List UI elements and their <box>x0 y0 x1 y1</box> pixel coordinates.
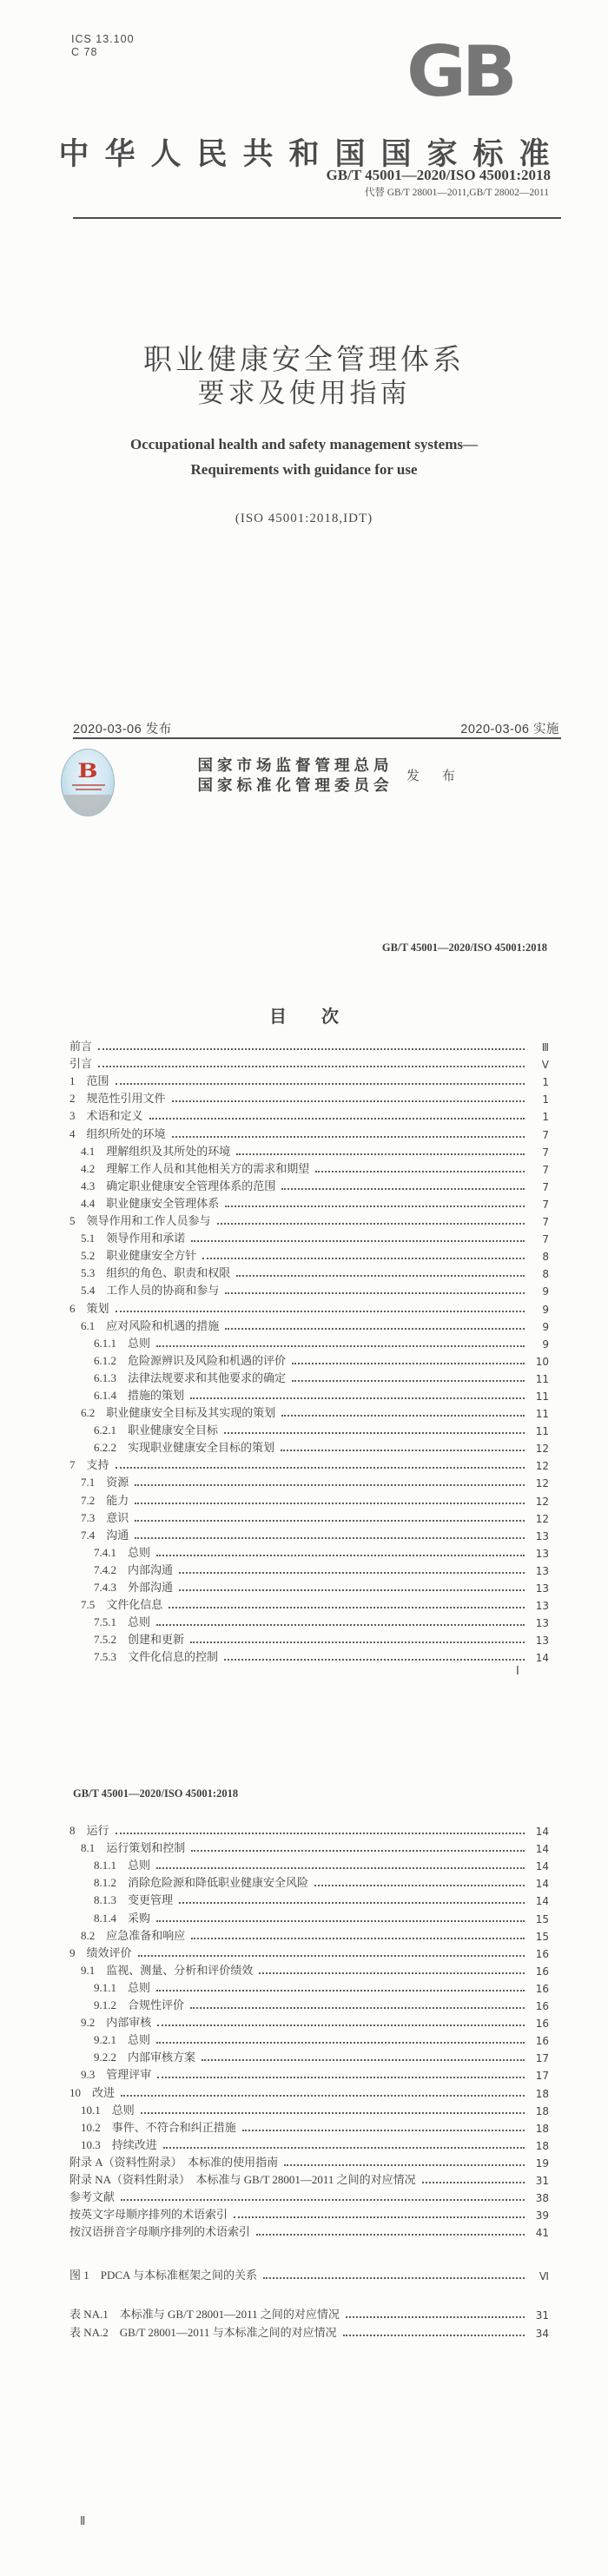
toc-entry-page: 12 <box>535 1512 549 1525</box>
dot-leader <box>315 1171 525 1172</box>
iso-idt-note: (ISO 45001:2018,IDT) <box>235 512 373 525</box>
toc-entry-page: 13 <box>535 1582 549 1595</box>
toc-entry-page: 18 <box>535 2087 549 2100</box>
toc-entry-label: 6.2 职业健康安全目标及其实现的策划 <box>81 1406 276 1420</box>
toc-entry <box>69 1437 549 1455</box>
toc-entry-page: 16 <box>535 2035 549 2048</box>
dot-leader <box>225 1205 525 1207</box>
toc-entry-page: 14 <box>535 1652 549 1665</box>
toc-entry-page: 16 <box>535 2018 549 2031</box>
toc-entry <box>69 1873 549 1890</box>
toc-entry-page: 18 <box>535 2104 549 2117</box>
toc-page1-header: GB/T 45001—2020/ISO 45001:2018 <box>381 941 547 954</box>
dot-leader <box>224 1432 525 1434</box>
toc-entry <box>69 2265 549 2282</box>
dot-leader <box>179 1572 525 1574</box>
toc-entry-page: 14 <box>535 1826 549 1839</box>
toc-entry-label: 7.4.1 总则 <box>94 1545 151 1559</box>
toc-entry-label: 图 1 PDCA 与本标准框架之间的关系 <box>69 2269 257 2282</box>
toc-entry <box>69 2204 549 2222</box>
toc-entry-page: Ⅴ <box>541 1059 549 1072</box>
toc-entry-label: 4 组织所处的环境 <box>69 1126 166 1140</box>
dot-leader <box>98 1066 525 1067</box>
toc-entry <box>69 2304 549 2322</box>
toc-entry-label: 4.1 理解组织及其所处的环境 <box>81 1144 231 1158</box>
toc-entry-page: 11 <box>535 1425 549 1438</box>
toc-entry <box>69 2100 549 2117</box>
dot-leader <box>259 1972 525 1974</box>
toc-entry-page: 9 <box>542 1303 549 1316</box>
toc-entry <box>69 1907 549 1925</box>
toc-entry <box>69 1351 549 1368</box>
toc-entry-page: 31 <box>535 2309 549 2322</box>
publisher-block <box>165 756 426 796</box>
dot-leader <box>121 2199 525 2201</box>
toc-entry-label: 7.3 意识 <box>81 1510 129 1524</box>
dot-leader <box>343 2335 525 2336</box>
toc-entry-label: 附录 A（资料性附录） 本标准的使用指南 <box>69 2155 279 2169</box>
dot-leader <box>190 1397 525 1399</box>
toc-entry-page: 31 <box>535 2174 549 2187</box>
toc-entry <box>69 1368 549 1385</box>
toc-entry-label: 8 运行 <box>69 1824 109 1838</box>
toc-entry-page: 9 <box>542 1320 549 1333</box>
toc-entry-page: 7 <box>542 1146 549 1159</box>
standard-number: GB/T 45001—2020/ISO 45001:2018 <box>326 167 551 183</box>
toc-entry-label: 8.1.2 消除危险源和降低职业健康安全风险 <box>94 1876 309 1890</box>
toc-entry-label: 3 术语和定义 <box>69 1109 143 1123</box>
anti-counterfeit-seal-icon <box>61 749 115 823</box>
toc-entry <box>69 1629 549 1647</box>
dot-leader <box>116 1311 525 1312</box>
page-number-roman-2: Ⅱ <box>80 2515 86 2528</box>
publish-label: 发 布 <box>406 769 465 783</box>
dot-leader <box>191 1850 525 1852</box>
toc-entry <box>69 1159 549 1176</box>
toc-entry-page: 39 <box>535 2209 549 2223</box>
toc-entry <box>69 1036 549 1054</box>
toc-entry-label: 7.5.1 总则 <box>94 1615 151 1629</box>
toc-entry-page: 14 <box>535 1878 549 1891</box>
title-en-line2: Requirements with guidance for use <box>190 461 418 478</box>
toc-entry-label: 7.5.3 文件化信息的控制 <box>94 1650 219 1664</box>
toc-entry <box>69 1176 549 1193</box>
toc-entry-label: 引言 <box>69 1057 93 1071</box>
toc-entry <box>69 1925 549 1943</box>
toc-title: 目 次 <box>269 1007 339 1027</box>
dot-leader <box>202 2059 525 2061</box>
ics-classification-block <box>71 33 135 59</box>
toc-entry <box>69 2222 549 2239</box>
toc-entry-page: 1 <box>542 1111 549 1124</box>
toc-entry <box>69 2322 549 2339</box>
dot-leader <box>191 1938 525 1939</box>
dot-leader <box>422 2182 525 2183</box>
dot-leader <box>225 1292 525 1294</box>
toc-entry <box>69 2170 549 2187</box>
toc-entry-label: 8.1.4 采购 <box>94 1911 151 1925</box>
toc-entry-label: 9.1.1 总则 <box>94 1980 151 1994</box>
toc-entry-label: 4.4 职业健康安全管理体系 <box>81 1196 220 1210</box>
dot-leader <box>256 2234 525 2236</box>
dot-leader <box>98 1048 525 1050</box>
toc-entry <box>69 1245 549 1263</box>
dot-leader <box>172 1100 525 1102</box>
toc-entry-page: 15 <box>535 1912 549 1925</box>
dot-leader <box>135 1503 525 1504</box>
toc-entry <box>69 1333 549 1351</box>
toc-entry <box>69 2152 549 2170</box>
dot-leader <box>156 1867 525 1869</box>
dot-leader <box>156 1345 525 1347</box>
toc-entry-label: 8.1.1 总则 <box>94 1859 151 1873</box>
toc-entry <box>69 1595 549 1612</box>
toc-entry <box>69 2012 549 2030</box>
dot-leader <box>217 1223 525 1225</box>
toc-entry <box>69 1542 549 1560</box>
dot-leader <box>236 1275 525 1277</box>
toc-entry <box>69 1088 549 1106</box>
toc-entry <box>69 1298 549 1315</box>
toc-entry-page: 11 <box>535 1390 549 1403</box>
toc-entry-page: 13 <box>535 1635 549 1648</box>
dot-leader <box>121 2095 525 2097</box>
dot-leader <box>314 1885 525 1886</box>
seal-fine-print-line <box>72 784 105 786</box>
toc-entry-page: 7 <box>542 1216 549 1229</box>
toc-entry-label: 5.3 组织的角色、职责和权限 <box>81 1266 231 1280</box>
toc-entry <box>69 1978 549 1995</box>
dot-leader <box>157 2024 525 2026</box>
toc-entry-label: 5 领导作用和工作人员参与 <box>69 1214 211 1228</box>
toc-entry-page: 16 <box>535 2000 549 2013</box>
toc-entry <box>69 1612 549 1629</box>
dot-leader <box>179 1589 525 1591</box>
toc-entry-label: 8.1 运行策划和控制 <box>81 1841 186 1855</box>
toc-entry-page: 10 <box>535 1355 549 1368</box>
cover-bottom-rule <box>73 737 561 739</box>
toc-entry-page: 12 <box>535 1495 549 1508</box>
title-cn-line2: 要求及使用指南 <box>197 378 411 408</box>
dot-leader <box>116 1833 525 1834</box>
toc-entry-page: 19 <box>535 2157 549 2170</box>
toc-entry <box>69 1316 549 1333</box>
toc-entry-label: 6.1 应对风险和机遇的措施 <box>81 1318 220 1332</box>
toc-entry-label: 7.4 沟通 <box>81 1528 129 1542</box>
toc-entry-label: 8.1.3 变更管理 <box>94 1893 174 1907</box>
toc-entry <box>69 1960 549 1978</box>
toc-entry-label: 1 范围 <box>69 1074 109 1088</box>
ics-code: ICS 13.100 <box>71 33 135 45</box>
toc-entry <box>69 2030 549 2047</box>
toc-entry <box>69 1647 549 1664</box>
toc-entry <box>69 1106 549 1123</box>
toc-entry-page: 12 <box>535 1477 549 1490</box>
toc-entry-label: 7.5 文件化信息 <box>81 1598 163 1612</box>
toc-entry-label: 7.1 资源 <box>81 1476 129 1489</box>
dot-leader <box>190 1641 525 1643</box>
seal-fine-print-line <box>76 789 102 790</box>
toc-entry-page: Ⅲ <box>541 1041 549 1054</box>
toc-entry-page: 7 <box>542 1198 549 1211</box>
toc-entry <box>69 2064 549 2082</box>
dot-leader <box>135 1484 525 1486</box>
dot-leader <box>156 2042 525 2044</box>
toc-entry <box>69 1489 549 1507</box>
seal-oval <box>61 749 115 816</box>
toc-entry-page: 16 <box>535 1947 549 1960</box>
toc-entry-page: 34 <box>535 2327 549 2340</box>
toc-entry <box>69 1071 549 1088</box>
toc-entry-label: 6.1.2 危险源辨识及风险和机遇的评价 <box>94 1353 287 1367</box>
class-code: C 78 <box>71 46 98 58</box>
implementation-date: 2020-03-06 实施 <box>460 723 559 736</box>
page-number-roman-1: Ⅰ <box>516 1665 519 1678</box>
dot-leader <box>292 1380 525 1382</box>
toc-entry-page: 14 <box>535 1860 549 1873</box>
toc-entry-page: 12 <box>535 1443 549 1456</box>
toc-entry <box>69 1054 549 1071</box>
toc-entry <box>69 1943 549 1960</box>
toc-entry-page: 18 <box>535 2122 549 2135</box>
dot-leader <box>156 1920 525 1922</box>
toc-list-page2 <box>69 1820 549 2340</box>
toc-entry-label: 6 策划 <box>69 1301 109 1315</box>
cover-top-rule <box>73 217 561 219</box>
toc-entry-page: 18 <box>535 2139 549 2152</box>
superseded-standards: 代替 GB/T 28001—2011,GB/T 28002—2011 <box>364 188 549 198</box>
toc-entry <box>69 1123 549 1140</box>
toc-entry <box>69 2187 549 2204</box>
toc-entry-page: 13 <box>535 1600 549 1613</box>
toc-entry <box>69 1211 549 1228</box>
toc-entry-page: 15 <box>535 1930 549 1943</box>
toc-entry <box>69 1890 549 1907</box>
toc-entry-page: 41 <box>535 2227 549 2240</box>
toc-entry-label: 7.5.2 创建和更新 <box>94 1633 185 1647</box>
toc-entry-label: 10 改进 <box>69 2085 116 2099</box>
dot-leader <box>281 1450 525 1451</box>
dot-leader <box>141 2112 525 2114</box>
toc-entry-page: 13 <box>535 1564 549 1577</box>
dot-leader <box>191 1240 525 1242</box>
toc-entry-label: 7.2 能力 <box>81 1493 129 1507</box>
toc-entry <box>69 1820 549 1838</box>
publisher-line2: 国家标准化管理委员会 <box>197 776 393 794</box>
toc-entry-label: 9.2.1 总则 <box>94 2033 151 2047</box>
toc-entry-label: 6.2.1 职业健康安全目标 <box>94 1423 219 1437</box>
toc-entry-label: 7 支持 <box>69 1458 109 1472</box>
toc-entry-label: 10.1 总则 <box>81 2103 135 2117</box>
toc-entry-page: 8 <box>542 1268 549 1281</box>
toc-entry <box>69 1420 549 1437</box>
toc-entry-label: 2 规范性引用文件 <box>69 1092 166 1106</box>
toc-entry <box>69 2135 549 2152</box>
dot-leader <box>234 2216 525 2218</box>
toc-entry-label: 9.3 管理评审 <box>81 2068 152 2082</box>
dot-leader <box>281 1415 525 1417</box>
dot-leader <box>172 1136 525 1138</box>
toc-entry-label: 按英文字母顺序排列的术语索引 <box>69 2208 228 2222</box>
dot-leader <box>116 1083 525 1085</box>
dot-leader <box>149 1118 525 1120</box>
toc-entry-label: 9.2.2 内部审核方案 <box>94 2051 196 2064</box>
toc-entry-page: 7 <box>542 1163 549 1176</box>
toc-entry <box>69 1141 549 1159</box>
title-cn-line1: 职业健康安全管理体系 <box>143 343 465 375</box>
toc-entry <box>69 1577 549 1595</box>
dot-leader <box>156 1624 525 1626</box>
toc-entry <box>69 1525 549 1542</box>
dot-leader <box>163 2147 525 2149</box>
dot-leader <box>224 1659 525 1661</box>
dot-leader <box>190 2007 525 2009</box>
toc-entry <box>69 1855 549 1873</box>
toc-entry <box>69 1403 549 1420</box>
dot-leader <box>135 1520 525 1522</box>
toc-entry <box>69 1385 549 1403</box>
toc-entry-page: 1 <box>542 1076 549 1089</box>
toc-entry-page: 13 <box>535 1617 549 1630</box>
toc-entry-label: 9.2 内部审核 <box>81 2016 152 2030</box>
publisher-line1: 国家市场监督管理总局 <box>197 756 393 774</box>
toc-entry <box>69 2117 549 2135</box>
toc-entry-label: 前言 <box>69 1040 93 1054</box>
toc-entry-page: 13 <box>535 1529 549 1542</box>
toc-entry <box>69 1280 549 1298</box>
toc-entry-page: 7 <box>542 1128 549 1141</box>
toc-list-page1 <box>69 1036 549 1664</box>
seal-red-mark <box>70 762 105 781</box>
dot-leader <box>225 1328 525 1330</box>
toc-entry-label: 5.1 领导作用和承诺 <box>81 1232 186 1245</box>
toc-entry-label: 按汉语拼音字母顺序排列的术语索引 <box>69 2225 251 2239</box>
toc-entry-label: 4.3 确定职业健康安全管理体系的范围 <box>81 1179 276 1192</box>
toc-entry-page: 9 <box>542 1338 549 1351</box>
toc-entry-page: 8 <box>542 1251 549 1264</box>
toc-entry <box>69 1995 549 2012</box>
toc-entry <box>69 1228 549 1245</box>
dot-leader <box>281 1188 525 1190</box>
national-standard-heading: 中华人民共和国国家标准 <box>58 137 565 171</box>
toc-entry-page: 38 <box>535 2192 549 2205</box>
toc-entry-page: 7 <box>542 1180 549 1193</box>
toc-entry <box>69 1263 549 1280</box>
toc-entry-label: 10.2 事件、不符合和纠正措施 <box>81 2120 236 2134</box>
toc-entry-page: Ⅵ <box>539 2270 549 2283</box>
dot-leader <box>169 1607 525 1608</box>
toc-entry-label: 附录 NA（资料性附录） 本标准与 GB/T 28001—2011 之间的对应情况 <box>69 2172 416 2186</box>
toc-entry <box>69 2047 549 2064</box>
toc-entry <box>69 1838 549 1855</box>
toc-entry-label: 表 NA.2 GB/T 28001—2011 与本标准之间的对应情况 <box>69 2325 337 2339</box>
toc-entry-page: 12 <box>535 1460 549 1473</box>
title-en-line1: Occupational health and safety management systems— <box>130 436 478 452</box>
toc-entry-page: 17 <box>535 2052 549 2065</box>
seal-band <box>61 795 115 816</box>
toc-entry-label: 6.2.2 实现职业健康安全目标的策划 <box>94 1441 275 1455</box>
dot-leader <box>202 1258 525 1259</box>
toc-entry-page: 7 <box>542 1233 549 1246</box>
toc-entry-label: 5.2 职业健康安全方针 <box>81 1249 197 1263</box>
dot-leader <box>156 1990 525 1991</box>
dot-leader <box>116 1467 525 1469</box>
toc-entry <box>69 1472 549 1489</box>
toc-entry-page: 11 <box>535 1408 549 1421</box>
toc-entry-label: 9.1 监视、测量、分析和评价绩效 <box>81 1963 254 1977</box>
gb-logo: GB <box>406 31 513 112</box>
issue-date: 2020-03-06 发布 <box>73 723 172 736</box>
toc-entry-page: 1 <box>542 1093 549 1106</box>
toc-entry-label: 7.4.2 内部沟通 <box>94 1562 174 1576</box>
toc-entry-label: 表 NA.1 本标准与 GB/T 28001—2011 之间的对应情况 <box>69 2308 340 2322</box>
toc-entry-label: 9.1.2 合规性评价 <box>94 1998 185 2012</box>
toc-entry <box>69 2082 549 2099</box>
toc-entry-label: 8.2 应急准备和响应 <box>81 1928 186 1942</box>
toc-entry-page: 14 <box>535 1843 549 1856</box>
toc-entry-label: 5.4 工作人员的协商和参与 <box>81 1284 220 1298</box>
toc-entry-page: 14 <box>535 1895 549 1908</box>
toc-entry-label: 参考文献 <box>69 2190 116 2204</box>
toc-entry-page: 17 <box>535 2070 549 2083</box>
toc-entry-label: 4.2 理解工作人员和其他相关方的需求和期望 <box>81 1161 310 1175</box>
dot-leader <box>263 2277 525 2279</box>
toc-entry-label: 7.4.3 外部沟通 <box>94 1581 174 1594</box>
dot-leader <box>179 1902 525 1904</box>
dot-leader <box>157 2077 525 2078</box>
dot-leader <box>138 1955 525 1957</box>
toc-entry <box>69 1455 549 1472</box>
dot-leader <box>292 1363 525 1364</box>
dot-leader <box>236 1153 525 1155</box>
dot-leader <box>156 1555 525 1556</box>
toc-entry-page: 13 <box>535 1547 549 1560</box>
toc-entry-label: 10.3 持续改进 <box>81 2137 157 2151</box>
toc-entry-page: 16 <box>535 1965 549 1978</box>
toc-entry-page: 9 <box>542 1285 549 1298</box>
toc-entry <box>69 1508 549 1525</box>
toc-entry-label: 9 绩效评价 <box>69 1945 132 1959</box>
toc-entry <box>69 1560 549 1577</box>
dot-leader <box>135 1537 525 1539</box>
toc-entry-page: 11 <box>535 1372 549 1385</box>
dot-leader <box>346 2316 525 2318</box>
toc-entry-label: 6.1.4 措施的策划 <box>94 1388 185 1402</box>
toc-entry-page: 16 <box>535 1982 549 1995</box>
toc-entry-label: 6.1.1 总则 <box>94 1336 151 1350</box>
toc-entry-label: 6.1.3 法律法规要求和其他要求的确定 <box>94 1371 287 1384</box>
toc-entry <box>69 1193 549 1211</box>
toc-page2-header: GB/T 45001—2020/ISO 45001:2018 <box>73 1787 239 1800</box>
dot-leader <box>242 2130 525 2131</box>
dot-leader <box>284 2164 525 2166</box>
